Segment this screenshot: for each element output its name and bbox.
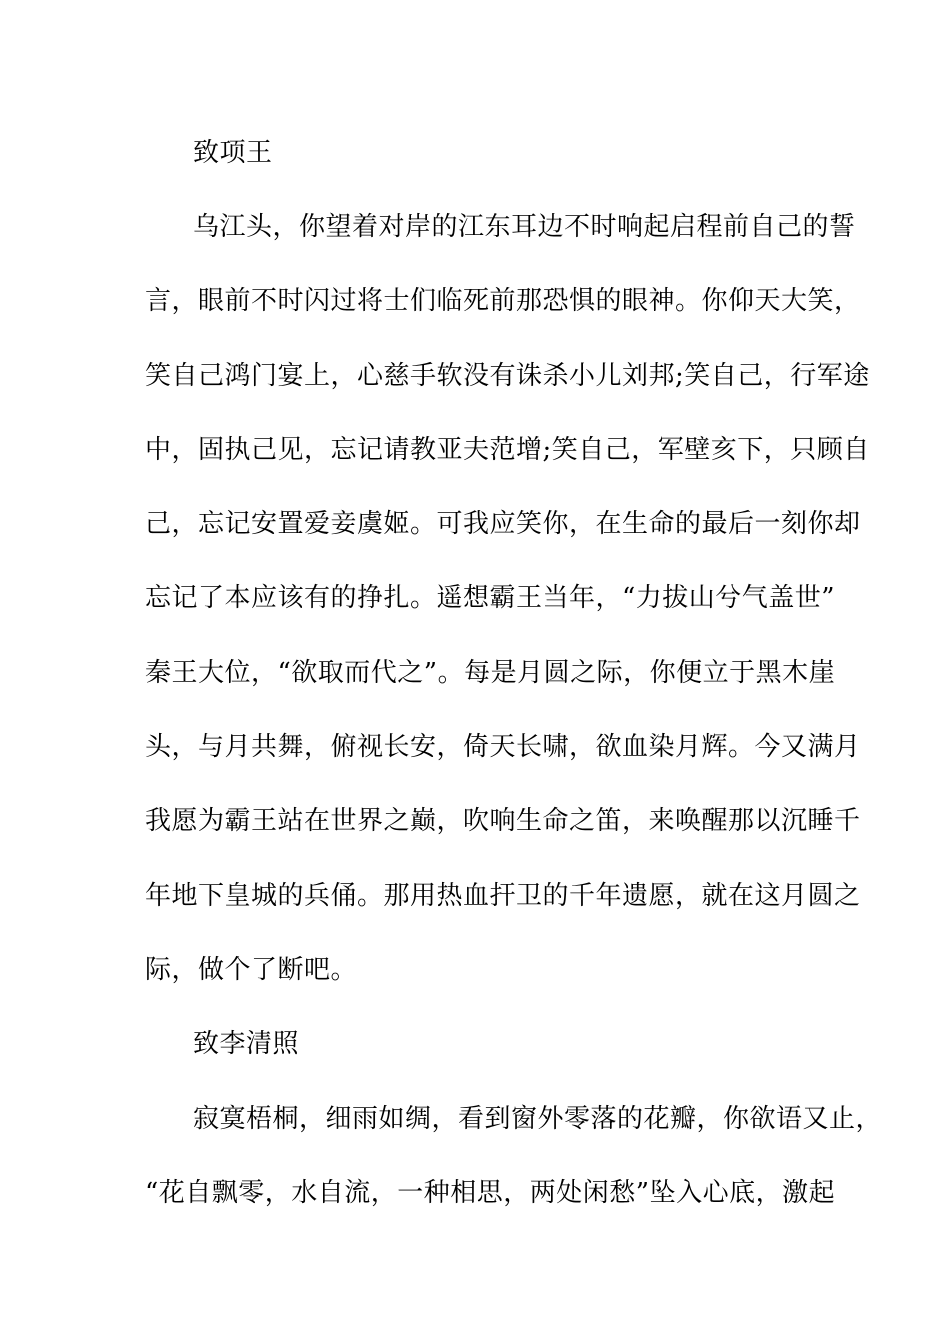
paragraph-line: 我愿为霸王站在世界之巅，吹响生命之笛，来唤醒那以沉睡千 [145, 806, 861, 836]
paragraph-line: 中，固执己见，忘记请教亚夫范增;笑自己，军壁亥下，只顾自 [145, 435, 870, 465]
paragraph-line: 言，眼前不时闪过将士们临死前那恐惧的眼神。你仰天大笑， [145, 286, 861, 316]
section-heading: 致李清照 [193, 1029, 300, 1059]
paragraph-line: 年地下皇城的兵俑。那用热血扞卫的千年遗愿，就在这月圆之 [145, 881, 861, 911]
paragraph-line: 己，忘记安置爱妾虞姬。可我应笑你，在生命的最后一刻你却 [145, 509, 861, 539]
paragraph-line: 际，做个了断吧。 [145, 955, 358, 985]
paragraph-line: 头，与月共舞，俯视长安，倚天长啸，欲血染月辉。今又满月 [145, 732, 861, 762]
paragraph-line: “花自飘零，水自流，一种相思，两处闲愁”坠入心底，激起 [145, 1178, 836, 1208]
paragraph-line: 秦王大位，“欲取而代之”。每是月圆之际，你便立于黑木崖 [145, 658, 836, 688]
paragraph-line: 寂寞梧桐，细雨如绸，看到窗外零落的花瓣，你欲语又止， [193, 1104, 883, 1134]
paragraph-line: 忘记了本应该有的挣扎。遥想霸王当年，“力拔山兮气盖世” [145, 583, 836, 613]
paragraph-line: 乌江头，你望着对岸的江东耳边不时响起启程前自己的誓 [193, 212, 856, 242]
section-heading: 致项王 [193, 138, 273, 168]
paragraph-line: 笑自己鸿门宴上，心慈手软没有诛杀小儿刘邦;笑自己，行军途 [145, 361, 870, 391]
